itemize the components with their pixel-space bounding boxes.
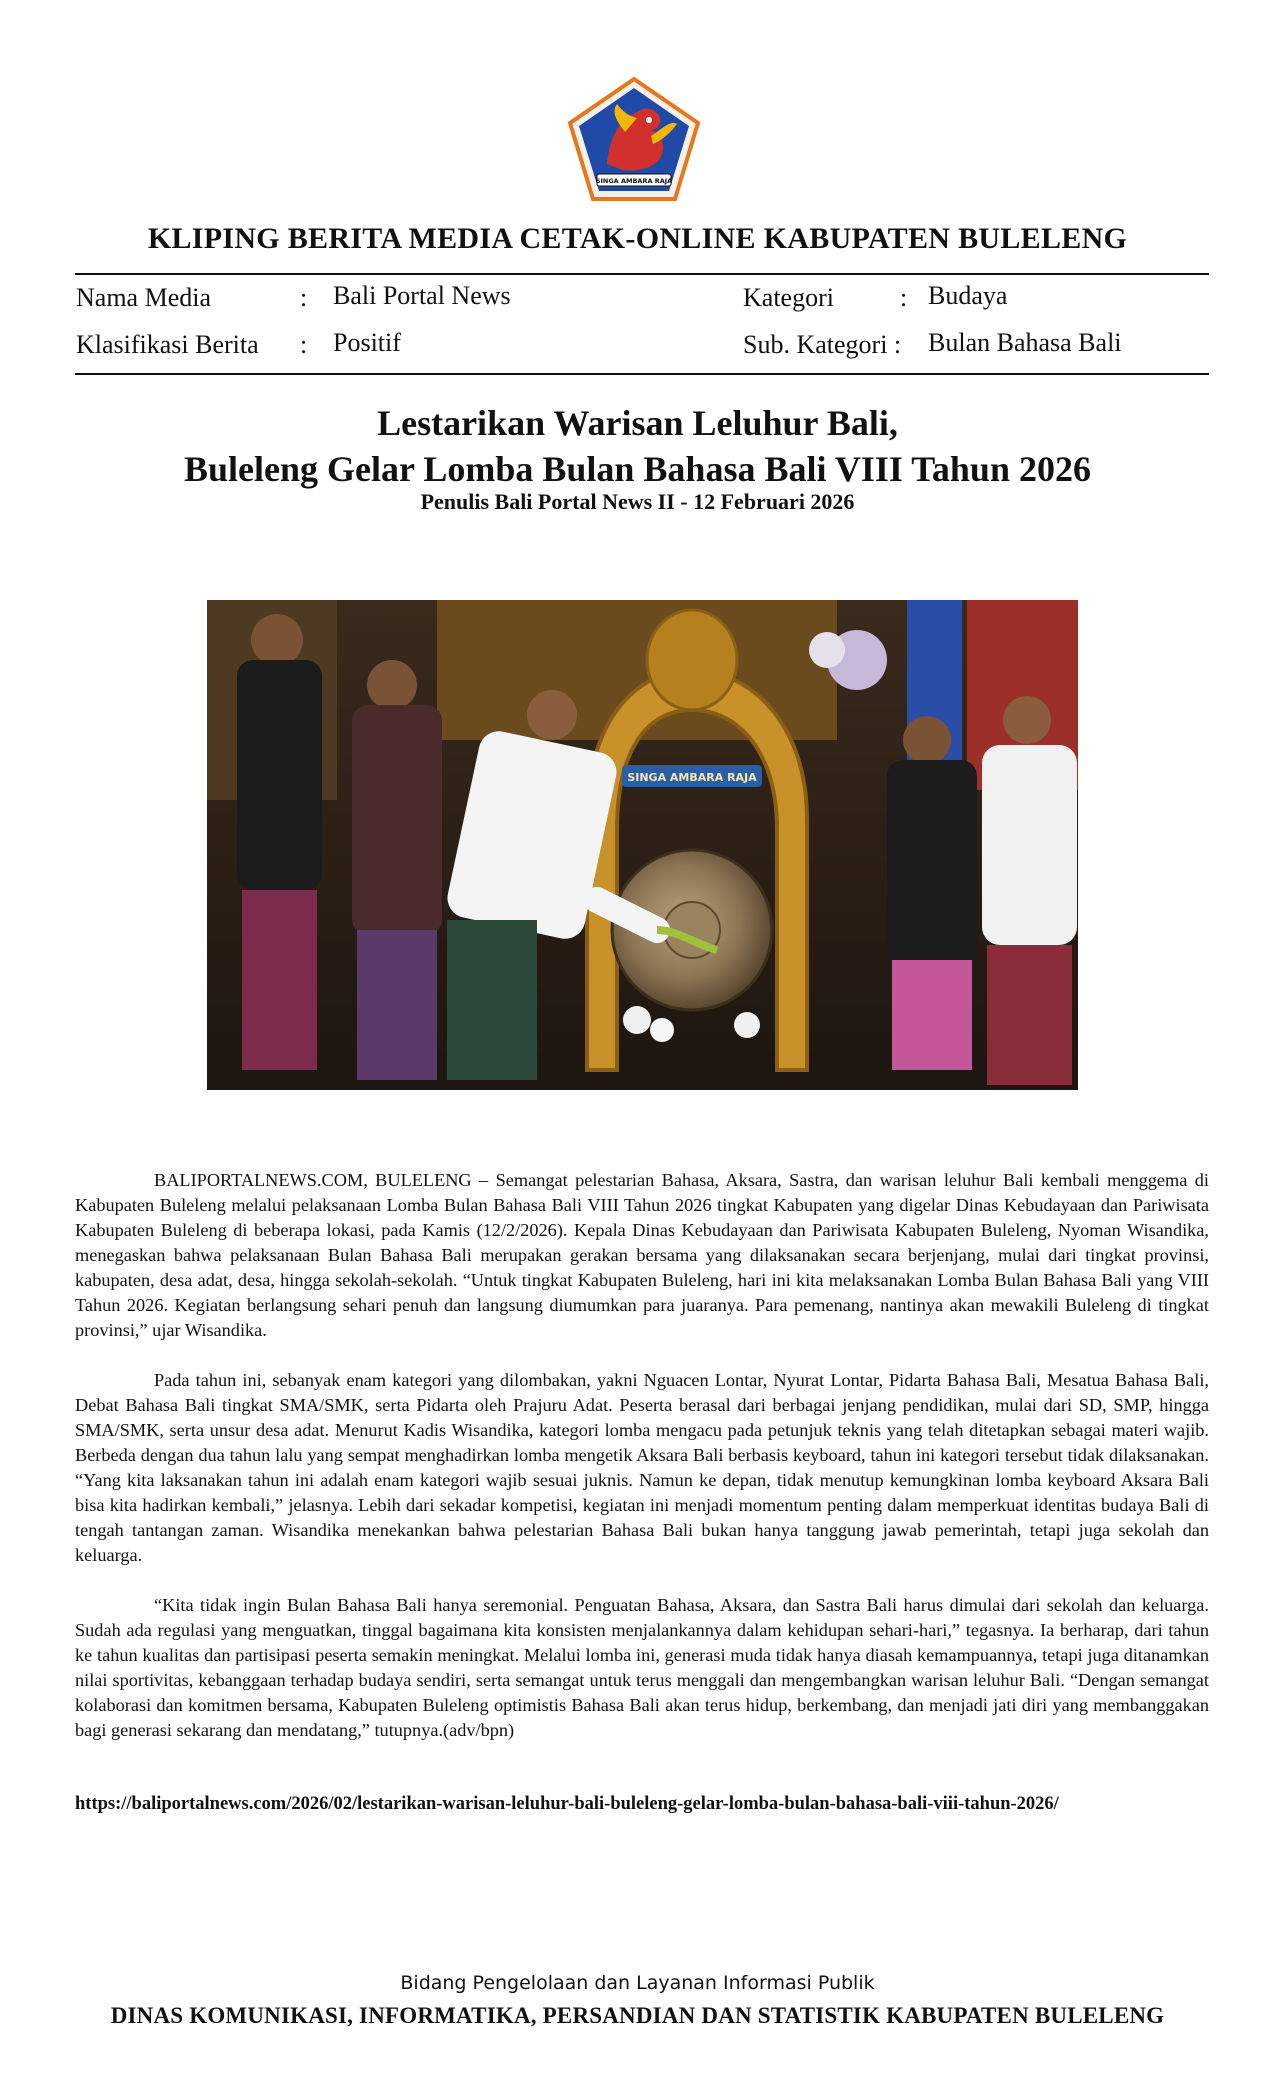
person-right-white [982, 696, 1077, 1085]
header-divider-bottom [75, 373, 1209, 375]
article-byline: Penulis Bali Portal News II - 12 Februari 2026 [420, 489, 855, 514]
subkategori-value: Bulan Bahasa Bali [928, 328, 1122, 357]
photo-sign-text: SINGA AMBARA RAJA [627, 771, 757, 784]
klasifikasi-label: Klasifikasi Berita [76, 330, 259, 359]
klasifikasi-colon: : [300, 330, 308, 359]
article-title-line1: Lestarikan Warisan Leluhur Bali, [377, 403, 898, 443]
footer-agency: DINAS KOMUNIKASI, INFORMATIKA, PERSANDIAN DAN STATISTIK KABUPATEN BULELENG [110, 2003, 1165, 2028]
emblem-text: SINGA AMBARA RAJA [595, 177, 673, 185]
media-value: Bali Portal News [333, 281, 511, 310]
person-left [237, 614, 322, 1070]
article-title-line2: Buleleng Gelar Lomba Bulan Bahasa Bali VIII Tahun 2026 [184, 449, 1091, 489]
person-right-dark [887, 716, 977, 1070]
kategori-colon: : [900, 283, 908, 312]
kategori-value: Budaya [928, 281, 1008, 310]
source-url: https://baliportalnews.com/2026/02/lestarikan-warisan-leluhur-bali-buleleng-gelar-lomba-bulan-bahasa-bali-viii-tahun-2026/ [75, 1794, 1059, 1814]
paragraph-text: “Kita tidak ingin Bulan Bahasa Bali hanya seremonial. Penguatan Bahasa, Aksara, dan Sastra Bali harus dimulai dari sekolah dan keluarga. Sudah ada regulasi yang menguatkan, tinggal bagaimana kita konsisten menjalankannya dalam kehidupan sehari-hari,” tegasnya. Ia berharap, dari tahun ke tahun kualitas dan partisipasi peserta semakin meningkat. Melalui lomba ini, generasi muda tidak hanya diasah kemampuannya, tetapi juga ditanamkan nilai sportivitas, kebanggaan terhadap budaya sendiri, serta semangat untuk terus menggali dan mengembangkan warisan leluhur Bali. “Dengan semangat kolaborasi dan komitmen bersama, Kabupaten Buleleng optimistis Bahasa Bali akan terus hidup, berkembang, dan menjadi jati diri yang membanggakan bagi generasi sekarang dan mendatang,” tutupnya.(adv/bpn) [75, 1595, 1209, 1740]
media-colon: : [300, 283, 308, 312]
article-paragraph-2 [75, 1368, 1209, 1568]
header-divider-top [75, 273, 1209, 275]
paragraph-text: BALIPORTALNEWS.COM, BULELENG – Semangat pelestarian Bahasa, Aksara, Sastra, dan warisan leluhur Bali kembali menggema di Kabupaten Buleleng melalui pelaksanaan Lomba Bulan Bahasa Bali VIII Tahun 2026 tingkat Kabupaten yang digelar Dinas Kebudayaan dan Pariwisata Kabupaten Buleleng di beberapa lokasi, pada Kamis (12/2/2026). Kepala Dinas Kebudayaan dan Pariwisata Kabupaten Buleleng, Nyoman Wisandika, menegaskan bahwa pelaksanaan Bulan Bahasa Bali merupakan gerakan bersama yang dilaksanakan secara berjenjang, mulai dari tingkat provinsi, kabupaten, desa adat, desa, hingga sekolah-sekolah. “Untuk tingkat Kabupaten Buleleng, hari ini kita melaksanakan Lomba Bulan Bahasa Bali yang VIII Tahun 2026. Kegiatan berlangsung sehari penuh dan langsung diumumkan para juaranya. Para pemenang, nantinya akan mewakili Buleleng di tingkat provinsi,” ujar Wisandika. [75, 1170, 1209, 1340]
media-label: Nama Media [76, 283, 212, 312]
person-second [352, 660, 442, 1080]
paragraph-text: Pada tahun ini, sebanyak enam kategori yang dilombakan, yakni Nguacen Lontar, Nyurat Lontar, Pidarta Bahasa Bali, Mesatua Bahasa Bali, Debat Bahasa Bali tingkat SMA/SMK, serta Pidarta oleh Prajuru Adat. Peserta berasal dari berbagai jenjang pendidikan, mulai dari SD, SMP, hingga SMA/SMK, serta unsur desa adat. Menurut Kadis Wisandika, kategori lomba mengacu pada petunjuk teknis yang telah ditetapkan sebagai materi wajib. Berbeda dengan dua tahun lalu yang sempat menghadirkan lomba mengetik Aksara Bali berbasis keyboard, tahun ini kategori tersebut tidak dilaksanakan. “Yang kita laksanakan tahun ini adalah enam kategori wajib sesuai juknis. Namun ke depan, tidak menutup kemungkinan lomba keyboard Aksara Bali bisa kita hadirkan kembali,” jelasnya. Lebih dari sekadar kompetisi, kegiatan ini menjadi momentum penting dalam memperkuat identitas budaya Bali di tengah tantangan zaman. Wisandika menekankan bahwa pelestarian Bahasa Bali bukan hanya tanggung jawab pemerintah, tetapi juga sekolah dan keluarga. [75, 1370, 1209, 1565]
kategori-label: Kategori [743, 283, 834, 312]
klasifikasi-value: Positif [333, 328, 401, 357]
article-photo [207, 600, 1078, 1090]
regency-emblem-icon [567, 76, 701, 202]
subkategori-label: Sub. Kategori : [743, 330, 902, 359]
article-paragraph-3 [75, 1593, 1209, 1743]
footer-department: Bidang Pengelolaan dan Layanan Informasi Publik [400, 1972, 875, 1994]
masthead-title: KLIPING BERITA MEDIA CETAK-ONLINE KABUPATEN BULELENG [147, 222, 1128, 255]
article-paragraph-1 [75, 1168, 1209, 1343]
